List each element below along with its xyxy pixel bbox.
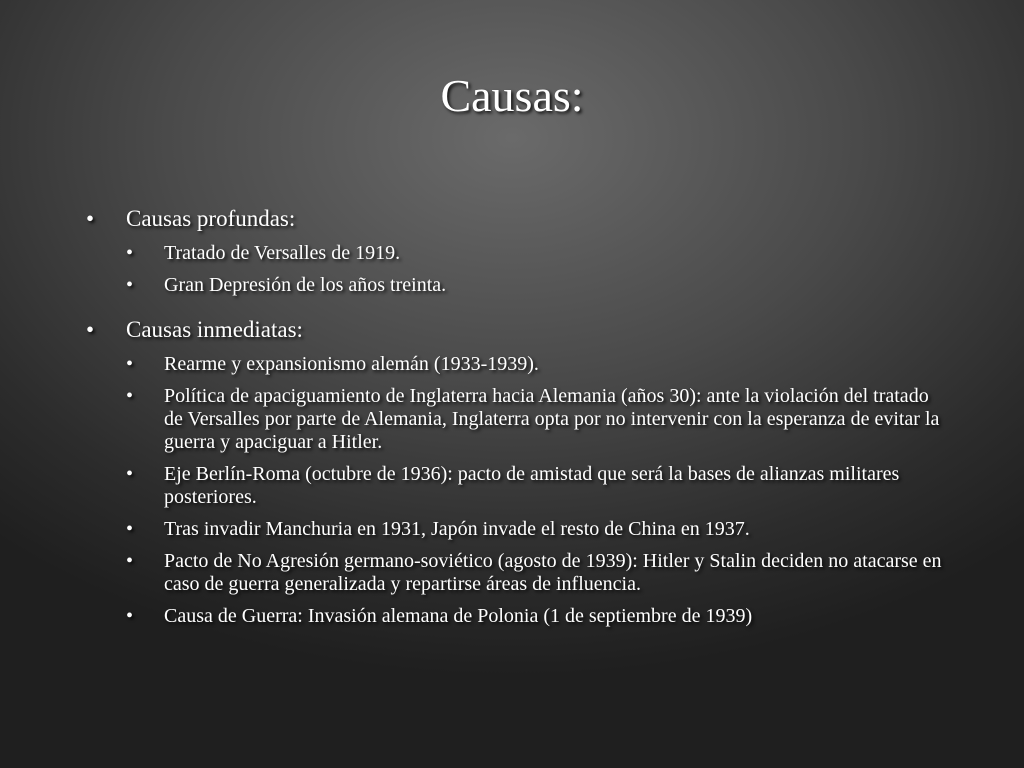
list-item <box>84 353 944 376</box>
list-item-text: Tratado de Versalles de 1919. <box>164 242 401 264</box>
list-item <box>84 605 944 628</box>
section-heading-causas-profundas <box>84 206 944 232</box>
list-item-text: Tras invadir Manchuria en 1931, Japón invade el resto de China en 1937. <box>164 518 750 540</box>
bullet-icon: • <box>126 463 134 485</box>
list-item-text: Gran Depresión de los años treinta. <box>164 274 447 296</box>
bullet-icon: • <box>126 518 134 540</box>
list-item-text: Pacto de No Agresión germano-soviético (agosto de 1939): Hitler y Stalin deciden no atacarse en caso de guerra generalizada y repartirse áreas de influencia. <box>164 550 942 595</box>
section-heading-causas-inmediatas <box>84 317 944 343</box>
bullet-icon: • <box>126 242 134 264</box>
bullet-icon: • <box>86 317 95 342</box>
section-heading-text: Causas profundas: <box>126 206 296 231</box>
list-item-text: Rearme y expansionismo alemán (1933-1939). <box>164 353 539 375</box>
bullet-icon: • <box>126 353 134 375</box>
bullet-icon: • <box>126 550 134 572</box>
list-item <box>84 385 944 454</box>
bullet-list <box>84 206 944 637</box>
list-item <box>84 274 944 297</box>
bullet-icon: • <box>126 274 134 296</box>
list-item <box>84 463 944 509</box>
list-item <box>84 242 944 265</box>
bullet-icon: • <box>126 385 134 407</box>
bullet-icon: • <box>86 206 95 231</box>
list-item-text: Causa de Guerra: Invasión alemana de Polonia (1 de septiembre de 1939) <box>164 605 753 627</box>
slide-title: Causas: <box>440 70 584 121</box>
list-item <box>84 550 944 596</box>
list-item <box>84 518 944 541</box>
section-heading-text: Causas inmediatas: <box>126 317 303 342</box>
list-item-text: Eje Berlín-Roma (octubre de 1936): pacto de amistad que será la bases de alianzas militares posteriores. <box>164 463 900 508</box>
bullet-icon: • <box>126 605 134 627</box>
list-item-text: Política de apaciguamiento de Inglaterra hacia Alemania (años 30): ante la violación del tratado de Versalles por parte de Alemania, Inglaterra opta por no intervenir con la esperanza de evitar la guerra y apaciguar a Hitler. <box>164 385 940 453</box>
